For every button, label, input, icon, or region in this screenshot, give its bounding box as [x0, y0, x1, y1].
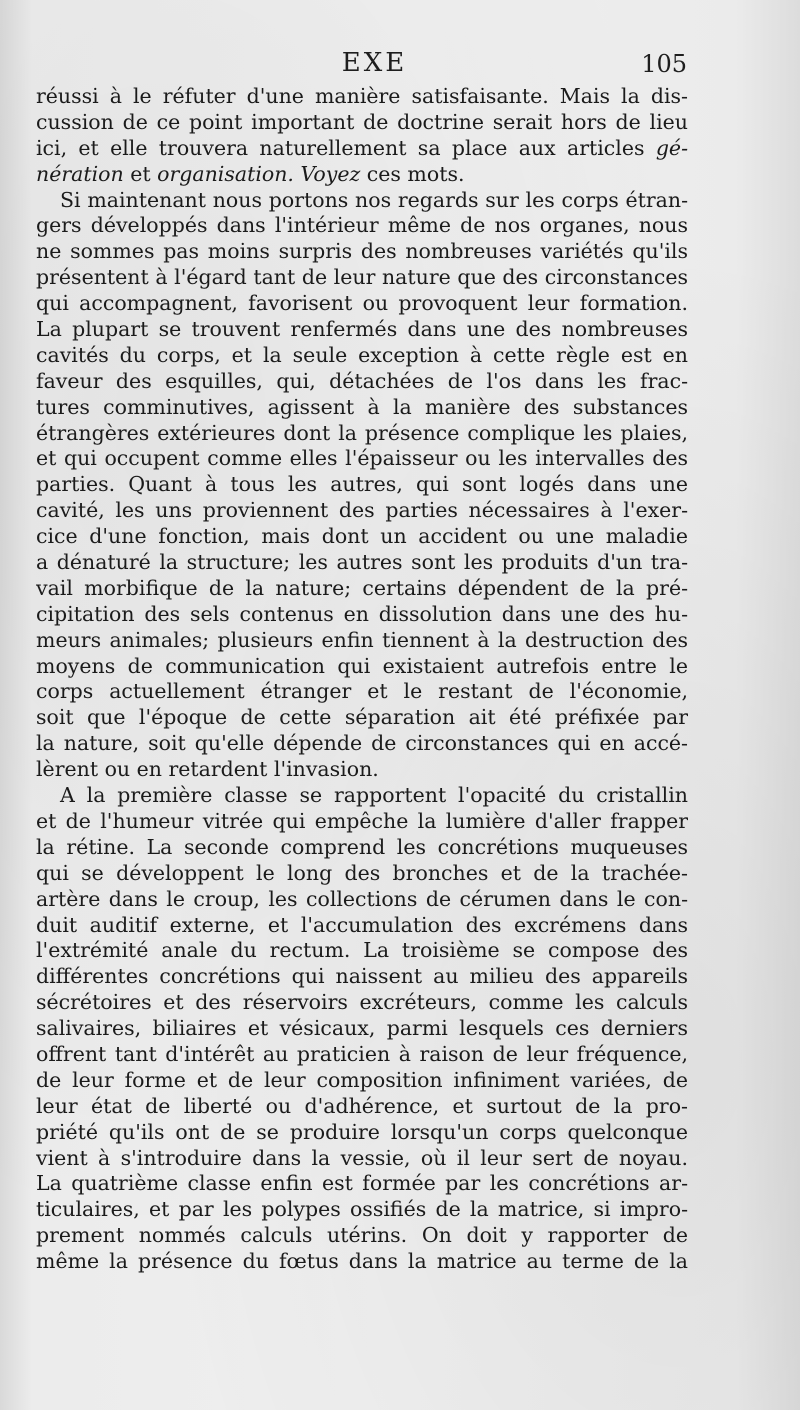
text-line: la rétine. La seconde comprend les concrétions muqueuses	[36, 834, 688, 859]
text-line: Si maintenant nous portons nos regards sur les corps étran-	[60, 187, 688, 212]
text-line: ici, et elle trouvera naturellement sa place aux articles gé-	[36, 135, 688, 160]
text-line: cussion de ce point important de doctrine serait hors de lieu	[36, 109, 688, 134]
text-line: cice d'une fonction, mais dont un accident ou une maladie	[36, 524, 688, 549]
text-line: parties. Quant à tous les autres, qui sont logés dans une	[36, 472, 688, 497]
text-line: La plupart se trouvent renfermés dans une des nombreuses	[36, 317, 688, 342]
text-line: ticulaires, et par les polypes ossifiés de la matrice, si impro-	[36, 1197, 688, 1222]
text-line: différentes concrétions qui naissent au milieu des appareils	[36, 964, 688, 989]
text-line: prement nommés calculs utérins. On doit y rapporter de	[36, 1223, 688, 1248]
text-line: qui accompagnent, favorisent ou provoquent leur formation.	[36, 291, 688, 316]
text-line: sécrétoires et des réservoirs excréteurs, comme les calculs	[36, 990, 688, 1015]
text-line: ne sommes pas moins surpris des nombreuses variétés qu'ils	[36, 239, 688, 264]
text-line: A la première classe se rapportent l'opacité du cristallin	[60, 783, 688, 808]
text-line: salivaires, biliaires et vésicaux, parmi lesquels ces derniers	[36, 1016, 688, 1041]
text-line: soit que l'époque de cette séparation ait été préfixée par	[36, 705, 688, 730]
text-line: moyens de communication qui existaient autrefois entre le	[36, 653, 688, 678]
text-line: étrangères extérieures dont la présence complique les plaies,	[36, 420, 688, 445]
text-line: faveur des esquilles, qui, détachées de l'os dans les frac-	[36, 368, 688, 393]
text-line: la nature, soit qu'elle dépende de circonstances qui en accé-	[36, 731, 688, 756]
text-line: même la présence du fœtus dans la matrice au terme de la	[36, 1249, 688, 1274]
text-line: de leur forme et de leur composition infiniment variées, de	[36, 1067, 688, 1092]
text-line: qui se développent le long des bronches et de la trachée-	[36, 860, 688, 885]
text-line: duit auditif externe, et l'accumulation des excrémens dans	[36, 912, 688, 937]
body-text	[36, 84, 688, 1275]
text-line: présentent à l'égard tant de leur nature que des circonstances	[36, 265, 688, 290]
text-line: La quatrième classe enfin est formée par les concrétions ar-	[36, 1171, 688, 1196]
text-line: priété qu'ils ont de se produire lorsqu'un corps quelconque	[36, 1119, 688, 1144]
text-line: corps actuellement étranger et le restant de l'économie,	[36, 679, 688, 704]
text-line: et de l'humeur vitrée qui empêche la lumière d'aller frapper	[36, 808, 688, 833]
page-number: 105	[641, 50, 687, 78]
text-line: leur état de liberté ou d'adhérence, et surtout de la pro-	[36, 1093, 688, 1118]
text-line: réussi à le réfuter d'une manière satisfaisante. Mais la dis-	[36, 84, 688, 108]
text-line: vient à s'introduire dans la vessie, où il leur sert de noyau.	[36, 1145, 688, 1170]
text-line: gers développés dans l'intérieur même de nos organes, nous	[36, 213, 688, 238]
text-line: cavité, les uns proviennent des parties nécessaires à l'exer-	[36, 498, 688, 523]
text-line: cipitation des sels contenus en dissolution dans une des hu-	[36, 601, 688, 626]
text-line: artère dans le croup, les collections de cérumen dans le con-	[36, 886, 688, 911]
text-line: l'extrémité anale du rectum. La troisième se compose des	[36, 938, 688, 963]
running-head: EXE	[341, 48, 408, 78]
text-line: offrent tant d'intérêt au praticien à raison de leur fréquence,	[36, 1041, 688, 1066]
text-line: tures comminutives, agissent à la manière des substances	[36, 394, 688, 419]
text-line: cavités du corps, et la seule exception à cette règle est en	[36, 342, 688, 367]
text-line: lèrent ou en retardent l'invasion.	[36, 757, 379, 782]
text-line: vail morbifique de la nature; certains dépendent de la pré-	[36, 575, 688, 600]
text-line: meurs animales; plusieurs enfin tiennent à la destruction des	[36, 627, 688, 652]
page-header	[62, 48, 687, 84]
text-line: et qui occupent comme elles l'épaisseur ou les intervalles des	[36, 446, 688, 471]
text-line: nération et organisation. Voyez ces mots.	[36, 161, 465, 186]
text-line: a dénaturé la structure; les autres sont les produits d'un tra-	[36, 550, 688, 575]
